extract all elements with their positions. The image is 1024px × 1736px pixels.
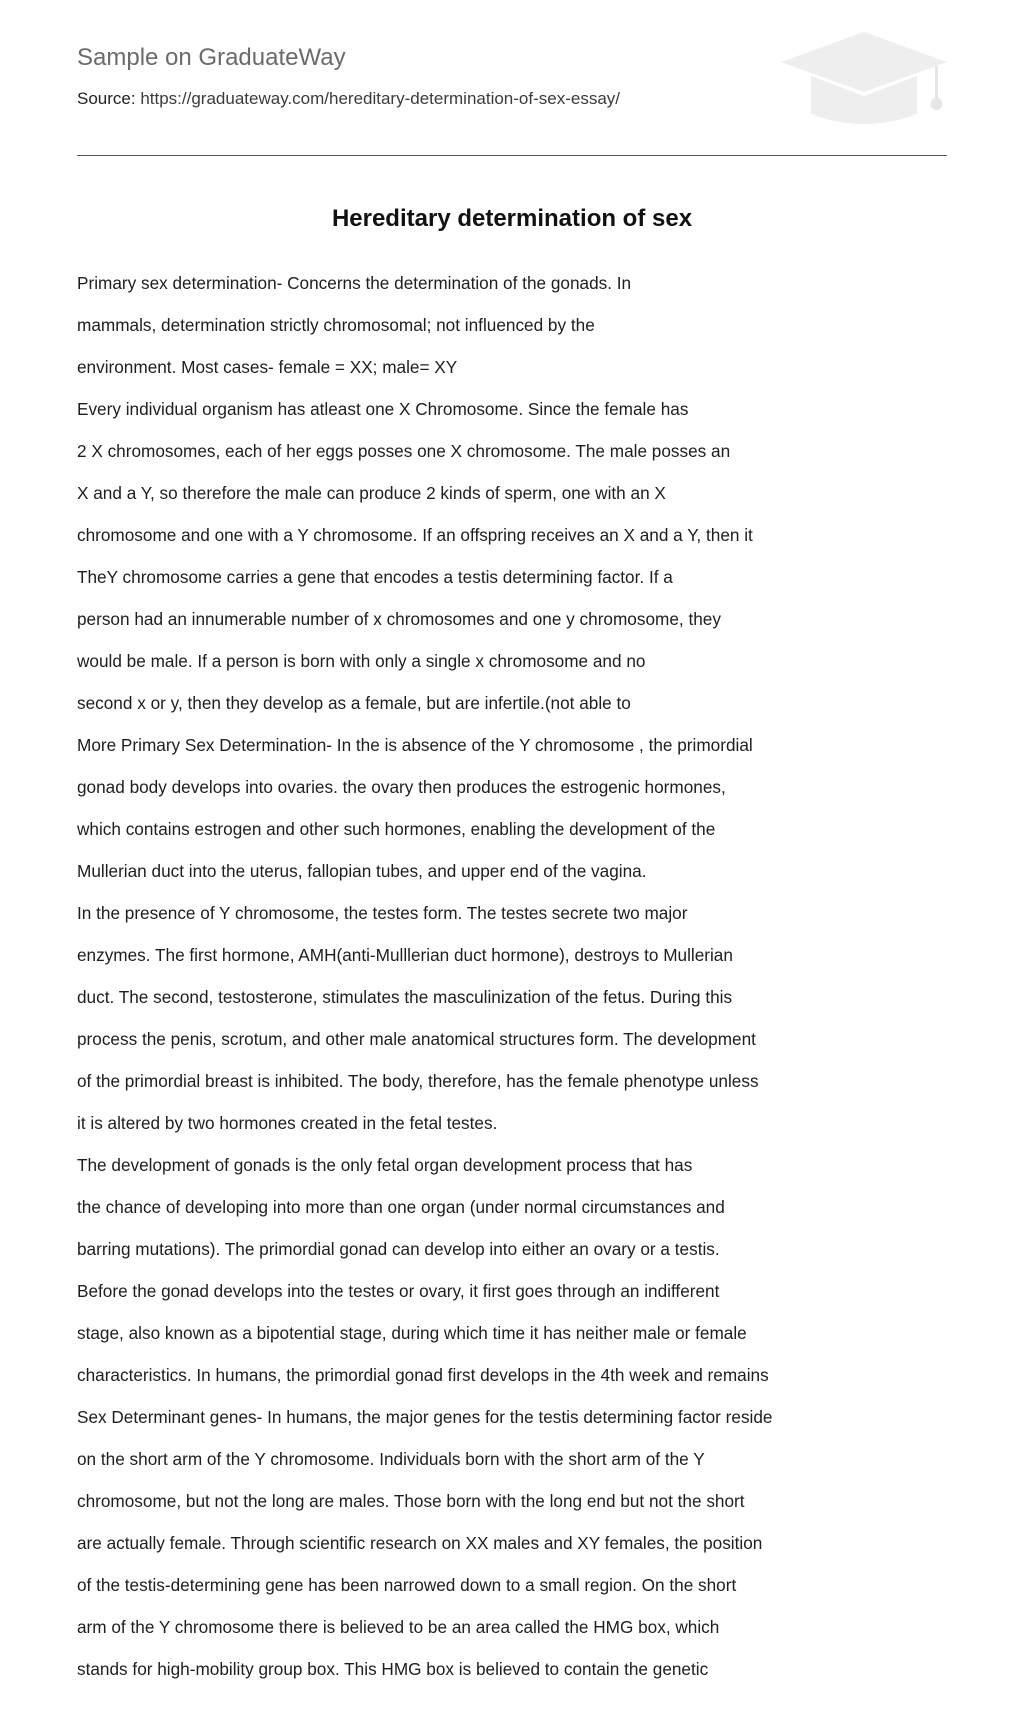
body-text-line: stands for high-mobility group box. This HMG box is believed to contain the genetic [77, 1659, 709, 1679]
body-text-line: person had an innumerable number of x chromosomes and one y chromosome, they [77, 609, 721, 629]
graduation-cap-icon [779, 30, 949, 134]
body-text-line: second x or y, then they develop as a female, but are infertile.(not able to [77, 693, 631, 713]
body-text-line: Every individual organism has atleast one X Chromosome. Since the female has [77, 399, 689, 419]
body-text-line: of the primordial breast is inhibited. The body, therefore, has the female phenotype unless [77, 1071, 759, 1091]
page-header [77, 0, 947, 156]
document-title: Hereditary determination of sex [331, 205, 693, 232]
body-text-line: on the short arm of the Y chromosome. Individuals born with the short arm of the Y [77, 1449, 705, 1469]
body-text-line: Mullerian duct into the uterus, fallopian tubes, and upper end of the vagina. [77, 861, 647, 881]
body-text-line: chromosome and one with a Y chromosome. If an offspring receives an X and a Y, then it [77, 525, 753, 545]
body-text-line: it is altered by two hormones created in the fetal testes. [77, 1113, 498, 1133]
body-text-line: More Primary Sex Determination- In the is absence of the Y chromosome , the primordial [77, 735, 753, 755]
body-text-line: arm of the Y chromosome there is believed to be an area called the HMG box, which [77, 1617, 720, 1637]
body-text-line: The development of gonads is the only fetal organ development process that has [77, 1155, 693, 1175]
body-text-line: of the testis-determining gene has been narrowed down to a small region. On the short [77, 1575, 737, 1595]
site-name: Sample on GraduateWay [77, 44, 346, 71]
body-text-line: would be male. If a person is born with only a single x chromosome and no [77, 651, 646, 671]
source-link[interactable]: https://graduateway.com/hereditary-determination-of-sex-essay/ [140, 89, 621, 108]
body-text-line: TheY chromosome carries a gene that encodes a testis determining factor. If a [77, 567, 673, 587]
body-text-line: which contains estrogen and other such hormones, enabling the development of the [77, 819, 716, 839]
body-text-line: barring mutations). The primordial gonad can develop into either an ovary or a testis. [77, 1239, 720, 1259]
source-label: Source: [77, 89, 136, 108]
body-text-line: environment. Most cases- female = XX; male= XY [77, 357, 458, 377]
body-text-line: stage, also known as a bipotential stage, during which time it has neither male or female [77, 1323, 747, 1343]
header-divider [77, 155, 947, 156]
body-text-line: the chance of developing into more than one organ (under normal circumstances and [77, 1197, 725, 1217]
body-text-line: In the presence of Y chromosome, the testes form. The testes secrete two major [77, 903, 688, 923]
body-text-line: process the penis, scrotum, and other male anatomical structures form. The development [77, 1029, 756, 1049]
body-text-line: Sex Determinant genes- In humans, the major genes for the testis determining factor reside [77, 1407, 773, 1427]
body-text-line: duct. The second, testosterone, stimulates the masculinization of the fetus. During this [77, 987, 733, 1007]
body-text-line: Before the gonad develops into the testes or ovary, it first goes through an indifferent [77, 1281, 720, 1301]
body-text-line: are actually female. Through scientific research on XX males and XY females, the position [77, 1533, 763, 1553]
body-text-line: characteristics. In humans, the primordial gonad first develops in the 4th week and remains [77, 1365, 769, 1385]
body-text-line: 2 X chromosomes, each of her eggs posses one X chromosome. The male posses an [77, 441, 731, 461]
body-text-line: mammals, determination strictly chromosomal; not influenced by the [77, 315, 595, 335]
body-text-line: enzymes. The first hormone, AMH(anti-Mulllerian duct hormone), destroys to Mullerian [77, 945, 733, 965]
body-text-line: Primary sex determination- Concerns the determination of the gonads. In [77, 273, 632, 293]
body-text-line: gonad body develops into ovaries. the ovary then produces the estrogenic hormones, [77, 777, 726, 797]
body-text-line: X and a Y, so therefore the male can produce 2 kinds of sperm, one with an X [77, 483, 666, 503]
source-line [77, 89, 620, 109]
document-body [77, 262, 957, 1690]
body-text-line: chromosome, but not the long are males. Those born with the long end but not the short [77, 1491, 745, 1511]
